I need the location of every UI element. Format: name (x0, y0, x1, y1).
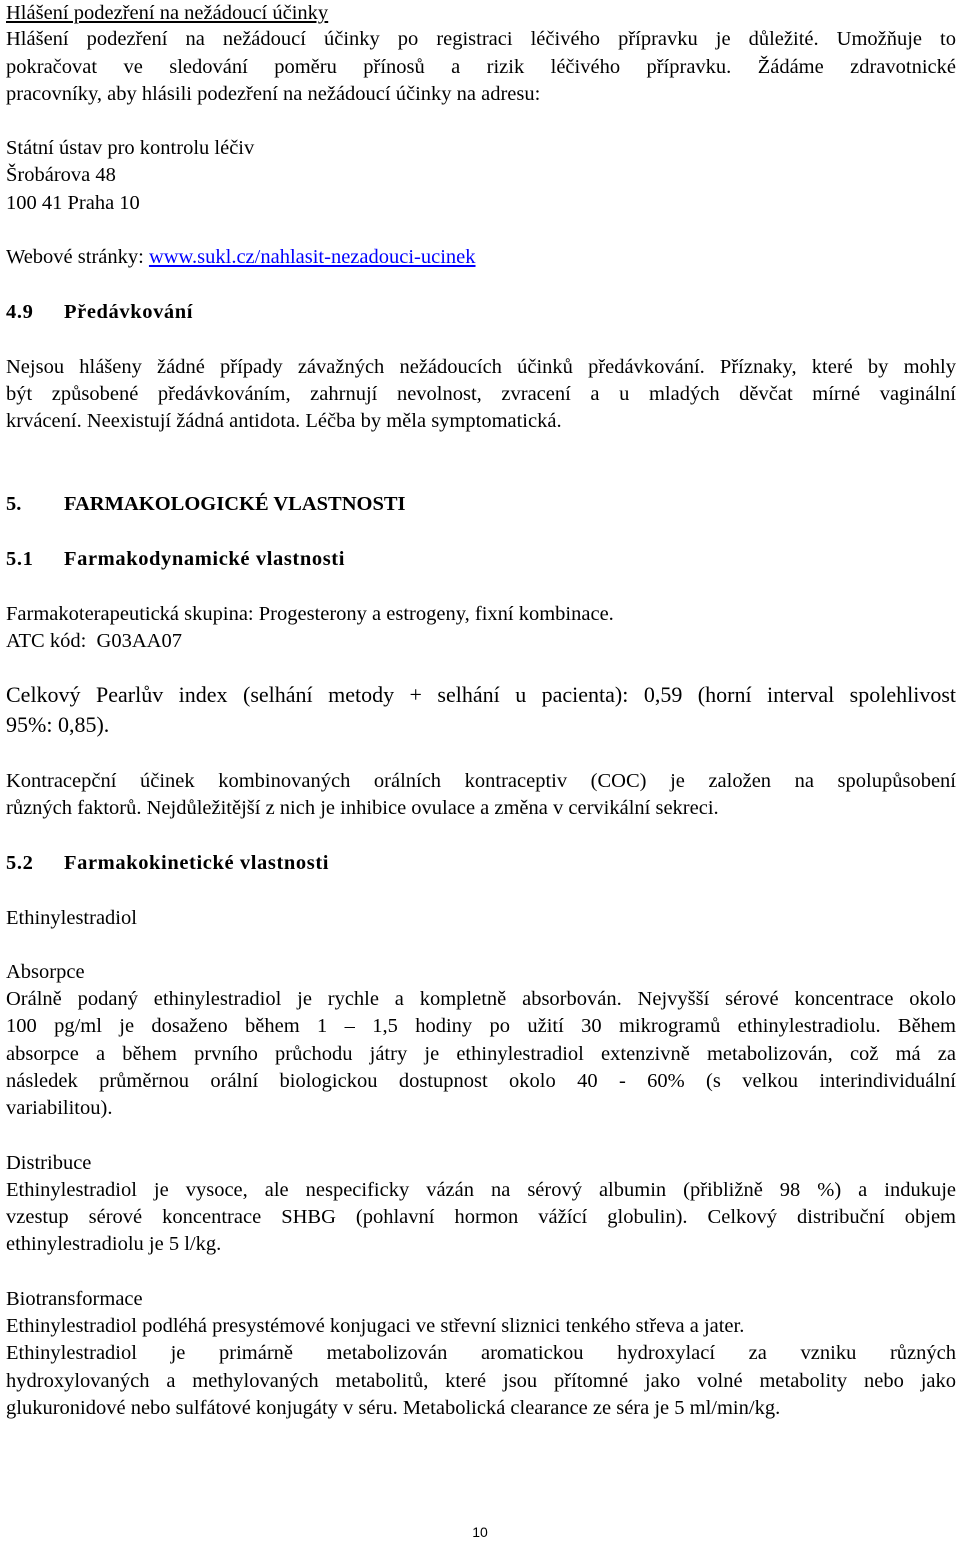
biotransformation-line-0: Ethinylestradiol podléhá presystémové konjugaci ve střevní sliznici tenkého střeva a jater. (6, 1315, 745, 1337)
overdose-line-2: být způsobené předávkováním, zahrnují nevolnost, zvracení a u mladých děvčat mírné vaginální (6, 383, 956, 405)
section5-title: FARMAKOLOGICKÉ VLASTNOSTI (64, 493, 406, 515)
overdose-line-3: krvácení. Neexistují žádná antidota. Léčba by měla symptomatická. (6, 410, 562, 432)
distribution-line-2: vzestup sérové koncentrace SHBG (pohlavní hormon vážící globulin). Celkový distribuční objem (6, 1206, 956, 1228)
overdose-title: Předávkování (64, 301, 194, 323)
distribution-line-3: ethinylestradiolu je 5 l/kg. (6, 1233, 222, 1255)
biotransformation-line-3: glukuronidové nebo sulfátové konjugáty v séru. Metabolická clearance ze séra je 5 ml/min/kg. (6, 1397, 781, 1419)
absorption-line-2: 100 pg/ml je dosaženo během 1 – 1,5 hodiny po užití 30 mikrogramů ethinylestradiolu. Během (6, 1015, 956, 1037)
substance-heading: Ethinylestradiol (6, 907, 137, 929)
pharmacodynamics-title: Farmakodynamické vlastnosti (64, 548, 345, 570)
web-link[interactable]: www.sukl.cz/nahlasit-nezadouci-ucinek (148, 246, 476, 268)
overdose-heading (6, 299, 193, 325)
address-line-1: Státní ústav pro kontrolu léčiv (6, 137, 255, 159)
absorption-line-5: variabilitou). (6, 1097, 113, 1119)
biotransformation-heading: Biotransformace (6, 1288, 143, 1310)
web-label: Webové stránky: (6, 246, 149, 268)
pharmacokinetics-number: 5.2 (6, 852, 34, 874)
reporting-para-line-1: Hlášení podezření na nežádoucí účinky po registraci léčivého přípravku je důležité. Umožňuje to (6, 28, 956, 50)
mechanism-line-2: různých faktorů. Nejdůležitější z nich je inhibice ovulace a změna v cervikální sekreci. (6, 797, 719, 819)
section5-heading (6, 491, 406, 517)
absorption-heading: Absorpce (6, 961, 85, 983)
mechanism-line-1: Kontracepční účinek kombinovaných orálních kontraceptiv (COC) je založen na spolupůsobení (6, 770, 956, 792)
biotransformation-line-1: Ethinylestradiol je primárně metabolizován aromatickou hydroxylací za vzniku různých (6, 1342, 956, 1364)
absorption-line-1: Orálně podaný ethinylestradiol je rychle a kompletně absorbován. Nejvyšší sérové koncentrace okolo (6, 988, 956, 1010)
section5-number: 5. (6, 493, 22, 515)
overdose-number: 4.9 (6, 301, 34, 323)
atc-code: ATC kód: G03AA07 (6, 630, 182, 652)
biotransformation-line-2: hydroxylovaných a methylovaných metabolitů, které jsou přítomné jako volné metabolity nebo jako (6, 1370, 956, 1392)
distribution-line-1: Ethinylestradiol je vysoce, ale nespecificky vázán na sérový albumin (přibližně 98 %) a indukuje (6, 1179, 956, 1201)
absorption-line-4: následek průměrnou orální biologickou dostupnost okolo 40 - 60% (s velkou interindividuální (6, 1070, 956, 1092)
web-line (6, 244, 476, 270)
overdose-line-1: Nejsou hlášeny žádné případy závažných nežádoucích účinků předávkování. Příznaky, které by mohly (6, 356, 956, 378)
address-line-3: 100 41 Praha 10 (6, 192, 140, 214)
pharmacokinetics-heading (6, 850, 329, 876)
pharmacodynamics-heading (6, 546, 345, 572)
absorption-line-3: absorpce a během prvního průchodu játry je ethinylestradiol extenzivně metabolizován, což má za (6, 1043, 956, 1065)
page-number: 10 (472, 1524, 488, 1540)
reporting-para-line-2: pokračovat ve sledování poměru přínosů a rizik léčivého přípravku. Žádáme zdravotnické (6, 56, 956, 78)
pharmacotherapeutic-group: Farmakoterapeutická skupina: Progesterony a estrogeny, fixní kombinace. (6, 603, 614, 625)
address-line-2: Šrobárova 48 (6, 164, 116, 186)
pearl-index-line-2: 95%: 0,85). (6, 712, 110, 737)
pharmacodynamics-number: 5.1 (6, 548, 34, 570)
reporting-para-line-3: pracovníky, aby hlásili podezření na nežádoucí účinky na adresu: (6, 83, 541, 105)
pearl-index-line-1: Celkový Pearlův index (selhání metody + selhání u pacienta): 0,59 (horní interval spolehlivost (6, 682, 956, 707)
distribution-heading: Distribuce (6, 1152, 92, 1174)
pharmacokinetics-title: Farmakokinetické vlastnosti (64, 852, 330, 874)
reporting-heading: Hlášení podezření na nežádoucí účinky (6, 2, 329, 24)
